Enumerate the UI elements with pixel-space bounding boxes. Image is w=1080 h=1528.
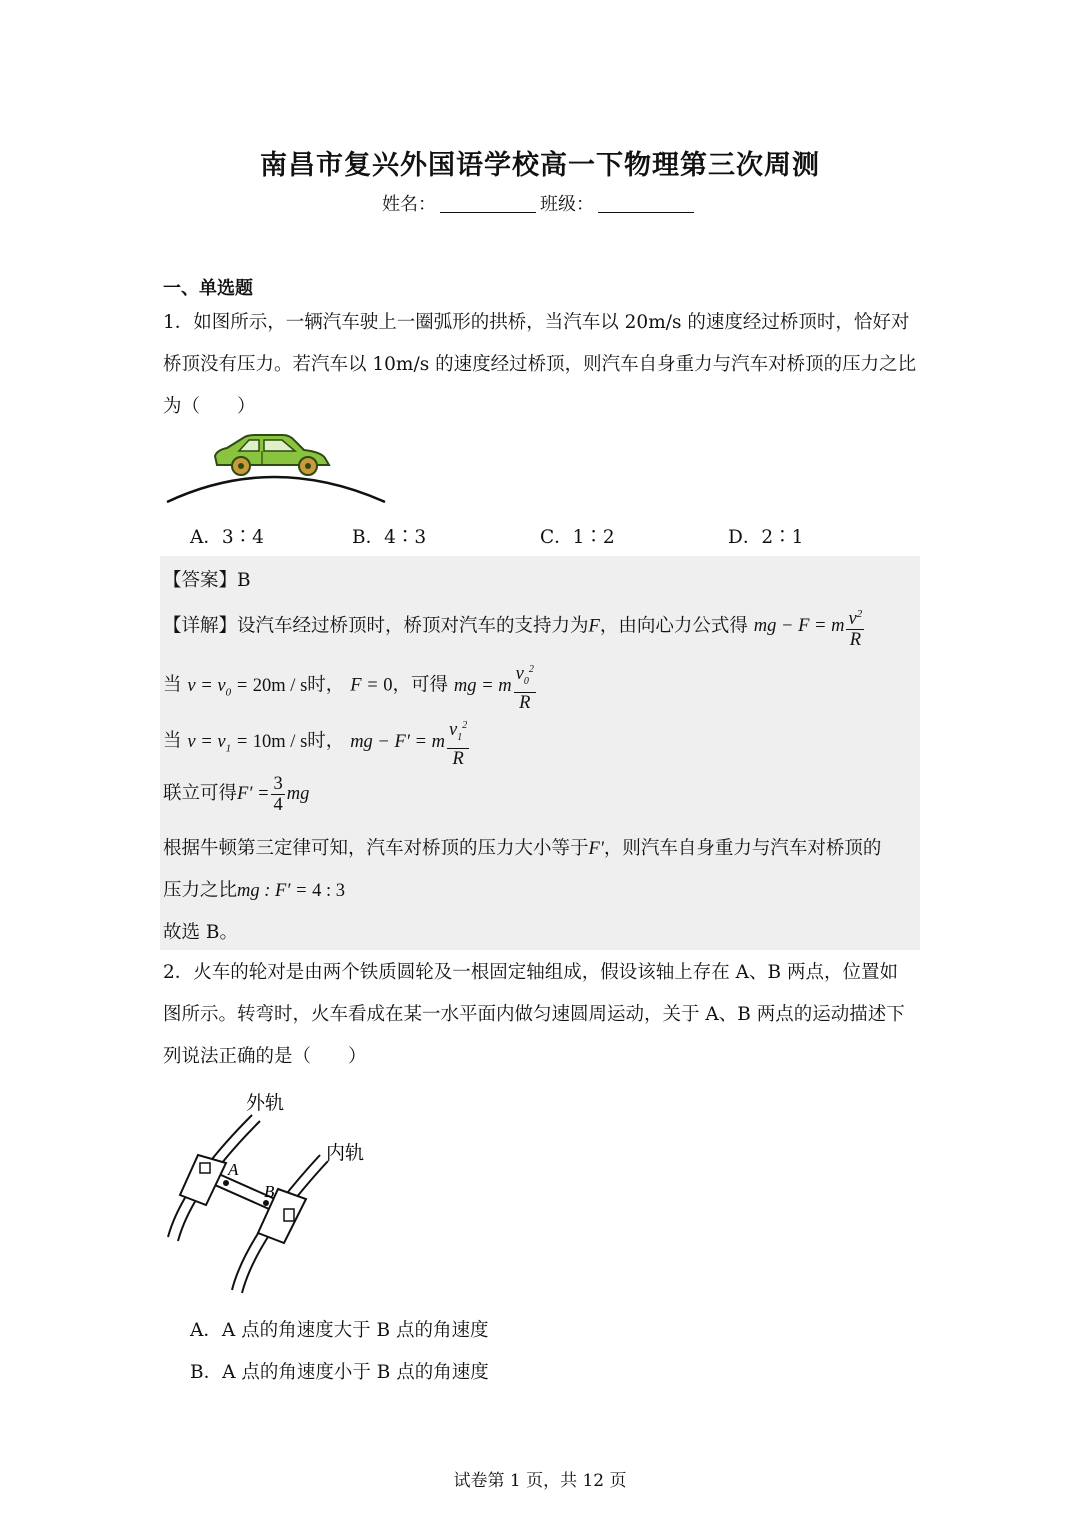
newton-text-1b: ，则汽车自身重力与汽车对桥顶的 [603,838,882,859]
combine-prefix: 联立可得 [163,782,238,804]
q1-line2: 桥顶没有压力。若汽车以 10m/s 的速度经过桥顶，则汽车自身重力与汽车对桥顶的压力之比 [163,354,917,375]
point-a-label: A [228,1160,239,1179]
detail-mid: ，由向心力公式得 [599,615,748,637]
wheelset-figure [160,1085,380,1300]
page-footer: 试卷第 1 页，共 12 页 [453,1471,627,1491]
formula-ratio: mg : F′ = 4 : 3 [237,881,346,901]
formula-mg-v0: mg = m $\frac{v_0^2}{R}$ [454,676,538,696]
question-1 [163,302,923,428]
name-label: 姓名： [382,194,436,215]
q1-combine-line [163,774,309,815]
car-on-bridge-figure [163,430,393,510]
q1-newton-line2 [163,876,345,902]
name-blank[interactable] [440,194,536,213]
inner-rail-label: 内轨 [326,1142,365,1164]
bridge-arc [167,477,385,502]
page-title: 南昌市复兴外国语学校高一下物理第三次周测 [260,150,820,181]
section-heading: 一、单选题 [163,278,253,299]
point-a-marker [223,1180,229,1186]
when1-suffix: 时， [307,674,345,696]
q1-option-c[interactable]: C．1∶2 [540,527,615,548]
q2-option-b[interactable]: B．A 点的角速度小于 B 点的角速度 [190,1362,489,1383]
outer-rail-label: 外轨 [246,1092,285,1114]
q1-line1: 1．如图所示，一辆汽车驶上一圈弧形的拱桥，当汽车以 20m/s 的速度经过桥顶时，恰好对 [163,312,910,333]
q1-option-b[interactable]: B．4∶3 [352,527,427,548]
formula-v1: $v = v_1 = 10m / s$ [187,731,308,755]
name-class-bar [0,190,1080,216]
q2-line1: 2．火车的轮对是由两个铁质圆轮及一根固定轴组成，假设该轴上存在 A、B 两点，位置如 [163,962,898,983]
formula-f-zero: F = 0 [350,675,393,696]
when2-suffix: 时， [307,730,345,752]
formula-v0: $v = v_0 = 20m / s$ [187,675,308,699]
when1-mid: ，可得 [392,674,448,696]
formula-mg-f-prime: mg − F′ = m $\frac{v_1^2}{R}$ [350,732,471,752]
q1-conclusion: 故选 B。 [163,922,238,943]
class-blank[interactable] [598,194,694,213]
when2-prefix: 当 [163,730,182,752]
class-label: 班级： [540,194,594,215]
detail-prefix: 【详解】设汽车经过桥顶时，桥顶对汽车的支持力为 [163,615,589,637]
q1-option-d[interactable]: D．2∶1 [728,527,804,548]
detail-f: F [588,616,600,637]
q1-detail-line [163,604,866,650]
q1-when1-line [163,660,538,713]
question-2 [163,952,923,1078]
q1-answer: 【答案】B [163,570,251,591]
q1-newton-line1 [163,834,881,860]
q1-line3: 为（ ） [163,396,256,417]
formula-f-prime-result: F′ = $\frac{3}{4}$ mg [237,774,310,815]
newton-f-prime: F′ [588,839,604,859]
newton-text-1: 根据牛顿第三定律可知，汽车对桥顶的压力大小等于 [163,838,589,859]
q1-when2-line [163,716,471,769]
car-icon [215,435,329,475]
q2-option-a[interactable]: A．A 点的角速度大于 B 点的角速度 [190,1320,489,1341]
formula-centripetal: mg − F = m $\frac{v^2}{R}$ [754,616,866,636]
newton-text-2: 压力之比 [163,880,238,901]
q2-line2: 图所示。转弯时，火车看成在某一水平面内做匀速圆周运动，关于 A、B 两点的运动描述下 [163,1004,905,1025]
point-b-label: B [264,1182,275,1201]
q2-line3: 列说法正确的是（ ） [163,1046,367,1067]
when1-prefix: 当 [163,674,182,696]
q1-option-a[interactable]: A．3∶4 [190,527,264,548]
